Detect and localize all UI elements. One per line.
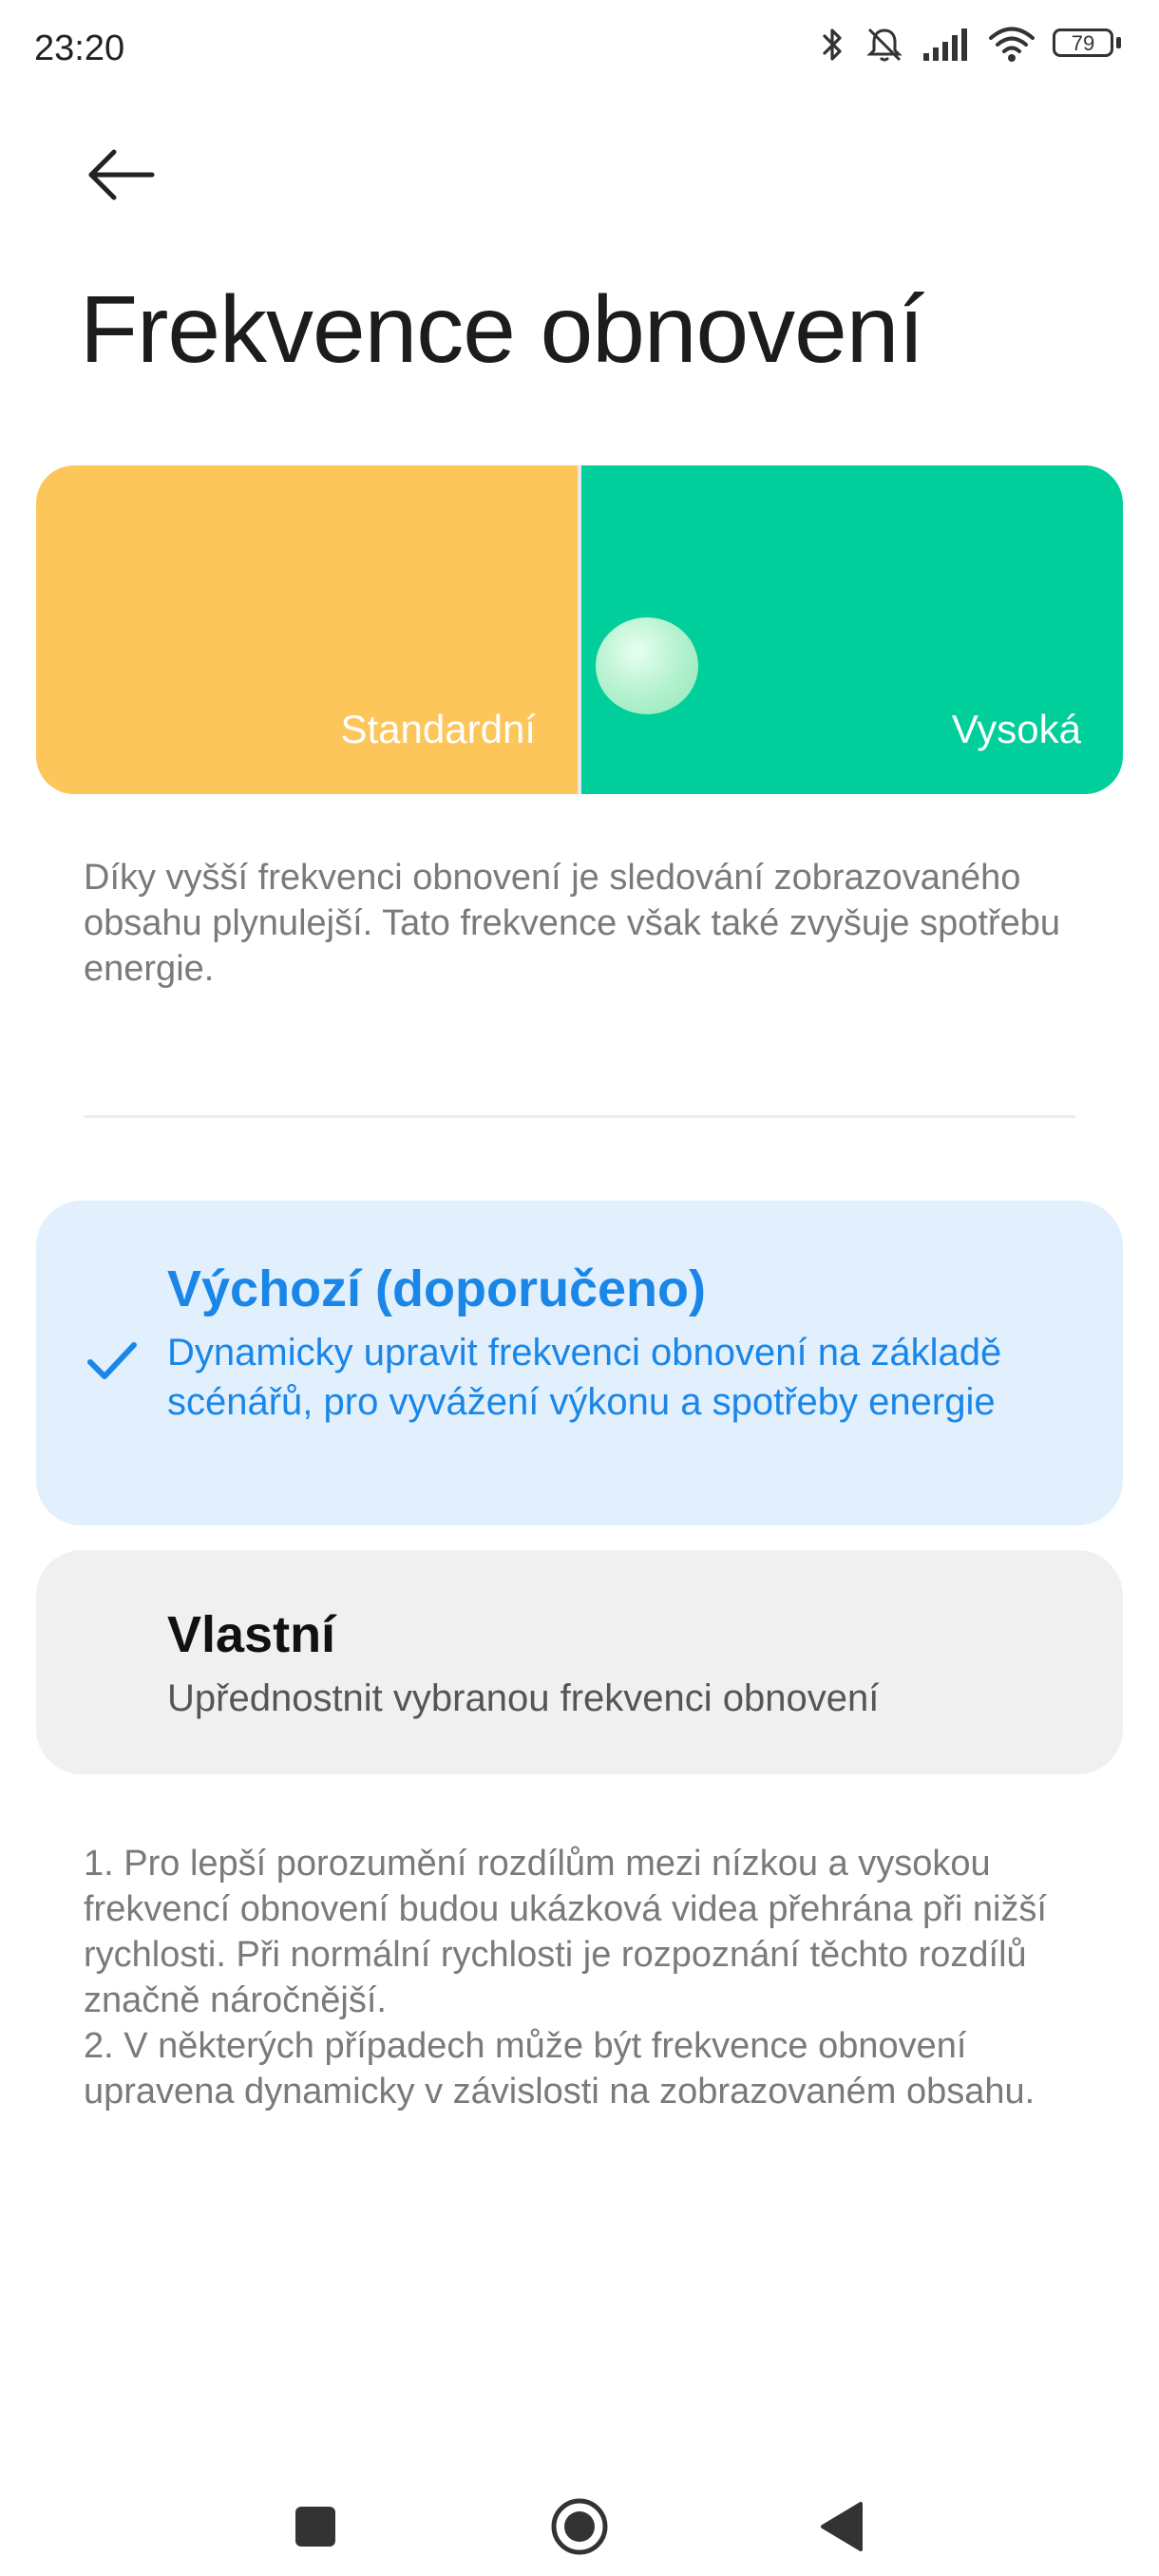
arrow-left-icon xyxy=(86,148,158,201)
status-bar xyxy=(0,0,1159,104)
status-time: 23:20 xyxy=(34,28,125,68)
back-triangle-icon xyxy=(817,2500,866,2553)
signal-icon xyxy=(922,27,971,63)
battery-icon xyxy=(1053,28,1121,61)
bell-muted-icon xyxy=(864,25,904,65)
preview-standard xyxy=(36,465,578,794)
back-button[interactable] xyxy=(80,133,163,217)
preview-standard-label: Standardní xyxy=(340,707,536,751)
footnotes: 1. Pro lepší porozumění rozdílům mezi nízkou a vysokou frekvencí obnovení budou ukázková videa přehrána při nižší rychlosti. Při normální rychlosti je rozpoznání těchto rozdílů značně náročnější. 2. V některých případech může být frekvence obnovení upravena dynamicky v závislosti na zobrazovaném obsahu. xyxy=(84,1844,1047,2112)
battery-level: 79 xyxy=(1071,31,1095,55)
home-circle-icon xyxy=(549,2496,610,2557)
option-default-title: Výchozí (doporučeno) xyxy=(167,1260,706,1317)
bluetooth-icon xyxy=(819,26,847,64)
navigation-bar xyxy=(0,2470,1159,2576)
section-divider xyxy=(84,1115,1075,1118)
status-icons xyxy=(819,25,1121,65)
option-default-description: Dynamicky upravit frekvenci obnovení na základě scénářů, pro vyvážení výkonu a spotřeby energie xyxy=(167,1332,1002,1423)
description-text: Díky vyšší frekvenci obnovení je sledování zobrazovaného obsahu plynulejší. Tato frekvence však také zvyšuje spotřebu energie. xyxy=(84,858,1060,989)
home-button[interactable] xyxy=(542,2489,618,2565)
recents-button[interactable] xyxy=(277,2489,353,2565)
option-default[interactable] xyxy=(36,1201,1123,1525)
option-custom[interactable] xyxy=(36,1550,1123,1774)
preview-animation-ball xyxy=(596,617,698,714)
option-custom-title: Vlastní xyxy=(167,1606,336,1663)
wifi-icon xyxy=(988,26,1036,64)
page-title: Frekvence obnovení xyxy=(80,276,924,383)
preview-high-label: Vysoká xyxy=(951,707,1081,751)
refresh-rate-preview[interactable] xyxy=(36,465,1123,794)
check-icon xyxy=(86,1339,139,1383)
recents-square-icon xyxy=(293,2504,338,2549)
nav-back-button[interactable] xyxy=(804,2489,880,2565)
option-custom-description: Upřednostnit vybranou frekvenci obnovení xyxy=(167,1677,880,1719)
